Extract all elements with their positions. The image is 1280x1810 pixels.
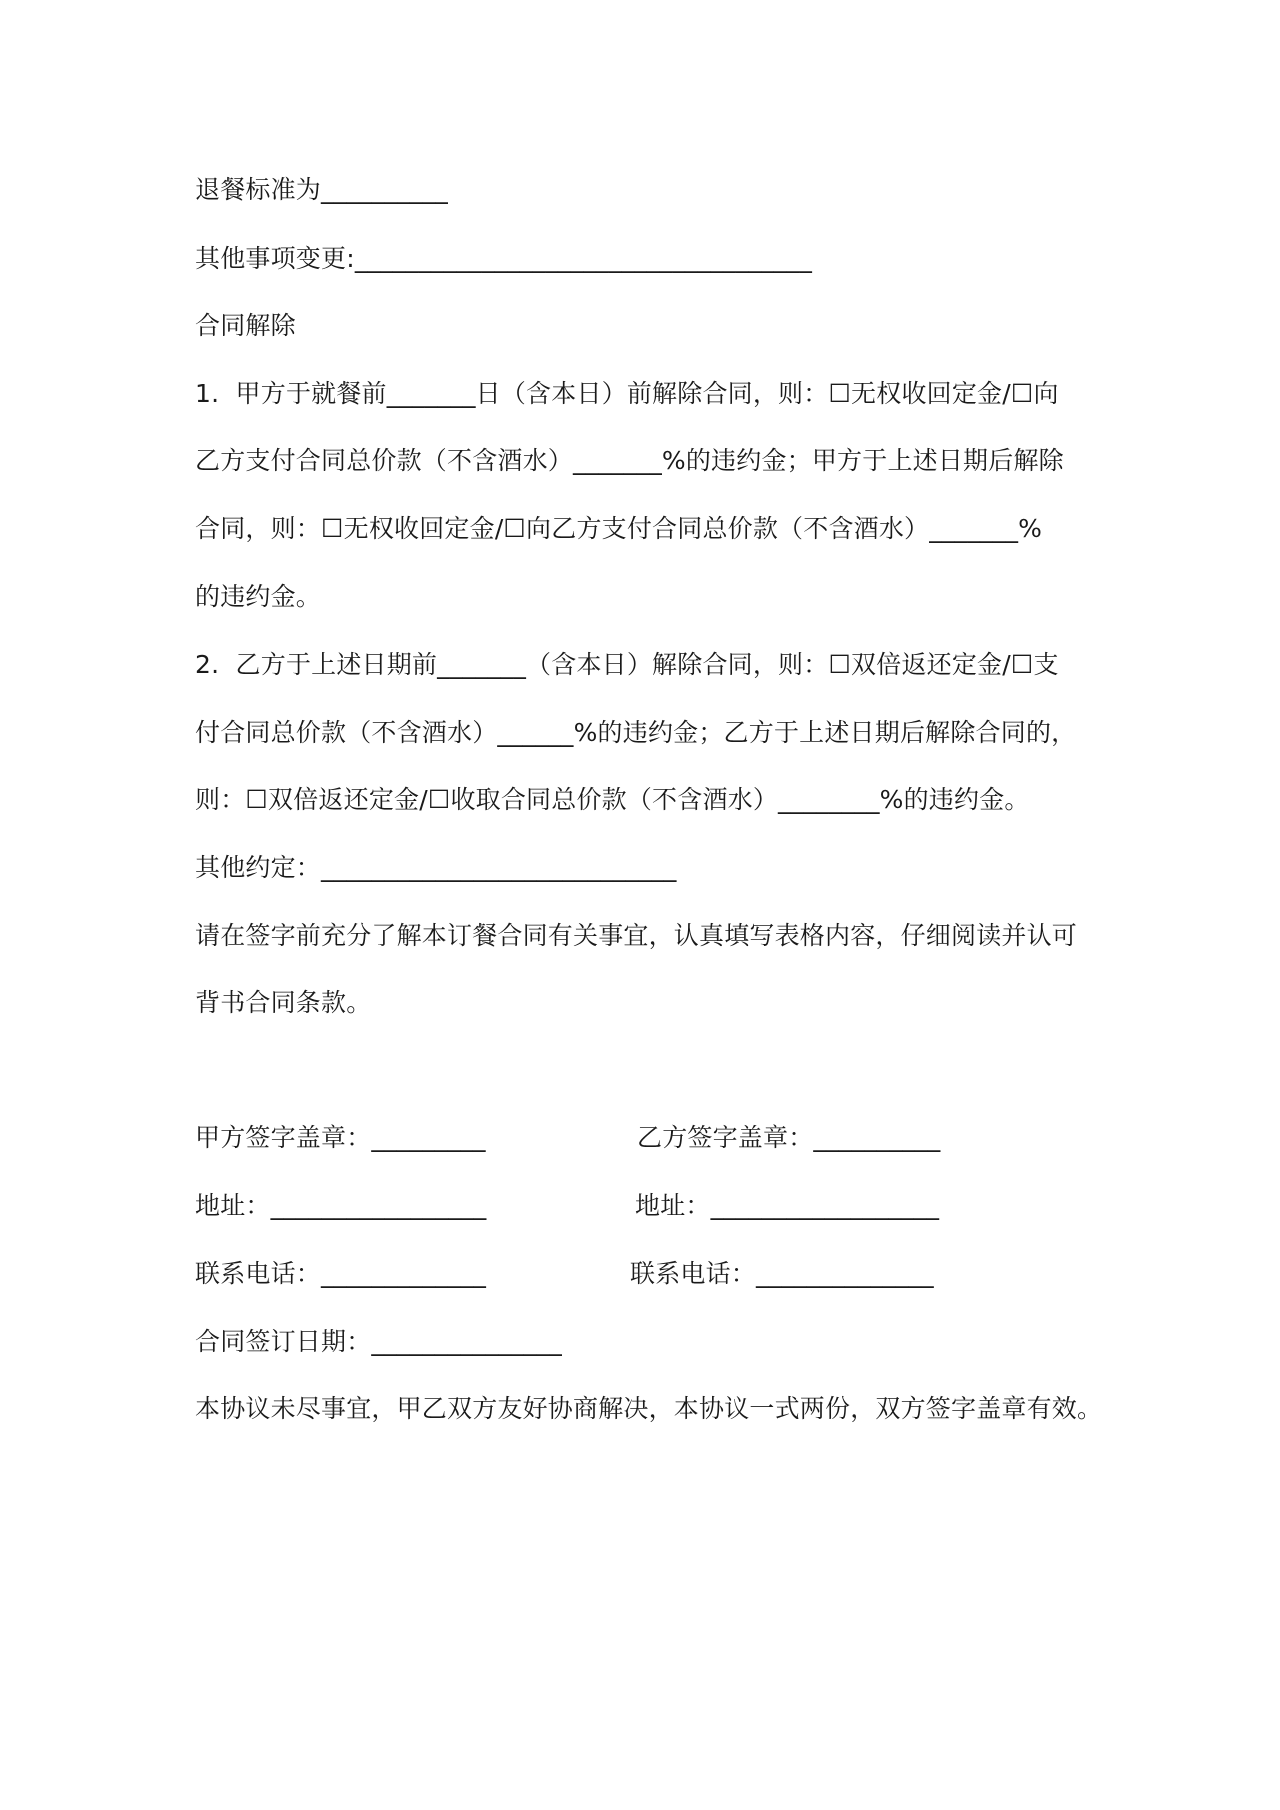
clause1-line4: 的违约金。 xyxy=(195,582,322,611)
notice-line1: 请在签字前充分了解本订餐合同有关事宜，认真填写表格内容，仔细阅读并认可 xyxy=(195,921,1078,950)
party-a-seal-line: 甲方签字盖章：_________ xyxy=(195,1123,486,1152)
clause2-line2: 付合同总价款（不含酒水）______%的违约金；乙方于上述日期后解除合同的， xyxy=(195,718,1077,747)
other-agreements-line: 其他约定：____________________________ xyxy=(195,853,677,882)
clause1-line1: 1. 甲方于就餐前_______日（含本日）前解除合同，则：☐无权收回定金/☐向 xyxy=(195,379,1059,408)
other-changes-line: 其他事项变更:____________________________________ xyxy=(195,244,813,273)
party-b-seal-line: 乙方签字盖章：__________ xyxy=(637,1123,941,1152)
closing-statement: 本协议未尽事宜，甲乙双方友好协商解决，本协议一式两份，双方签字盖章有效。 xyxy=(195,1394,1103,1423)
party-a-address-line: 地址：_________________ xyxy=(195,1191,487,1220)
party-b-phone-line: 联系电话：______________ xyxy=(630,1259,934,1288)
clause2-line1: 2. 乙方于上述日期前_______（含本日）解除合同，则：☐双倍返还定金/☐支 xyxy=(195,650,1059,679)
refund-standard-line: 退餐标准为__________ xyxy=(195,175,449,204)
notice-line2: 背书合同条款。 xyxy=(195,988,372,1017)
party-a-phone-line: 联系电话：_____________ xyxy=(195,1259,487,1288)
clause1-line2: 乙方支付合同总价款（不含酒水）_______%的违约金；甲方于上述日期后解除 xyxy=(195,446,1064,475)
clause1-line3: 合同，则：☐无权收回定金/☐向乙方支付合同总价款（不含酒水）_______% xyxy=(195,514,1043,543)
clause2-line3: 则：☐双倍返还定金/☐收取合同总价款（不含酒水）________%的违约金。 xyxy=(195,785,1030,814)
party-b-address-line: 地址：__________________ xyxy=(635,1191,940,1220)
termination-heading: 合同解除 xyxy=(195,311,296,340)
sign-date-line: 合同签订日期：_______________ xyxy=(195,1327,562,1356)
